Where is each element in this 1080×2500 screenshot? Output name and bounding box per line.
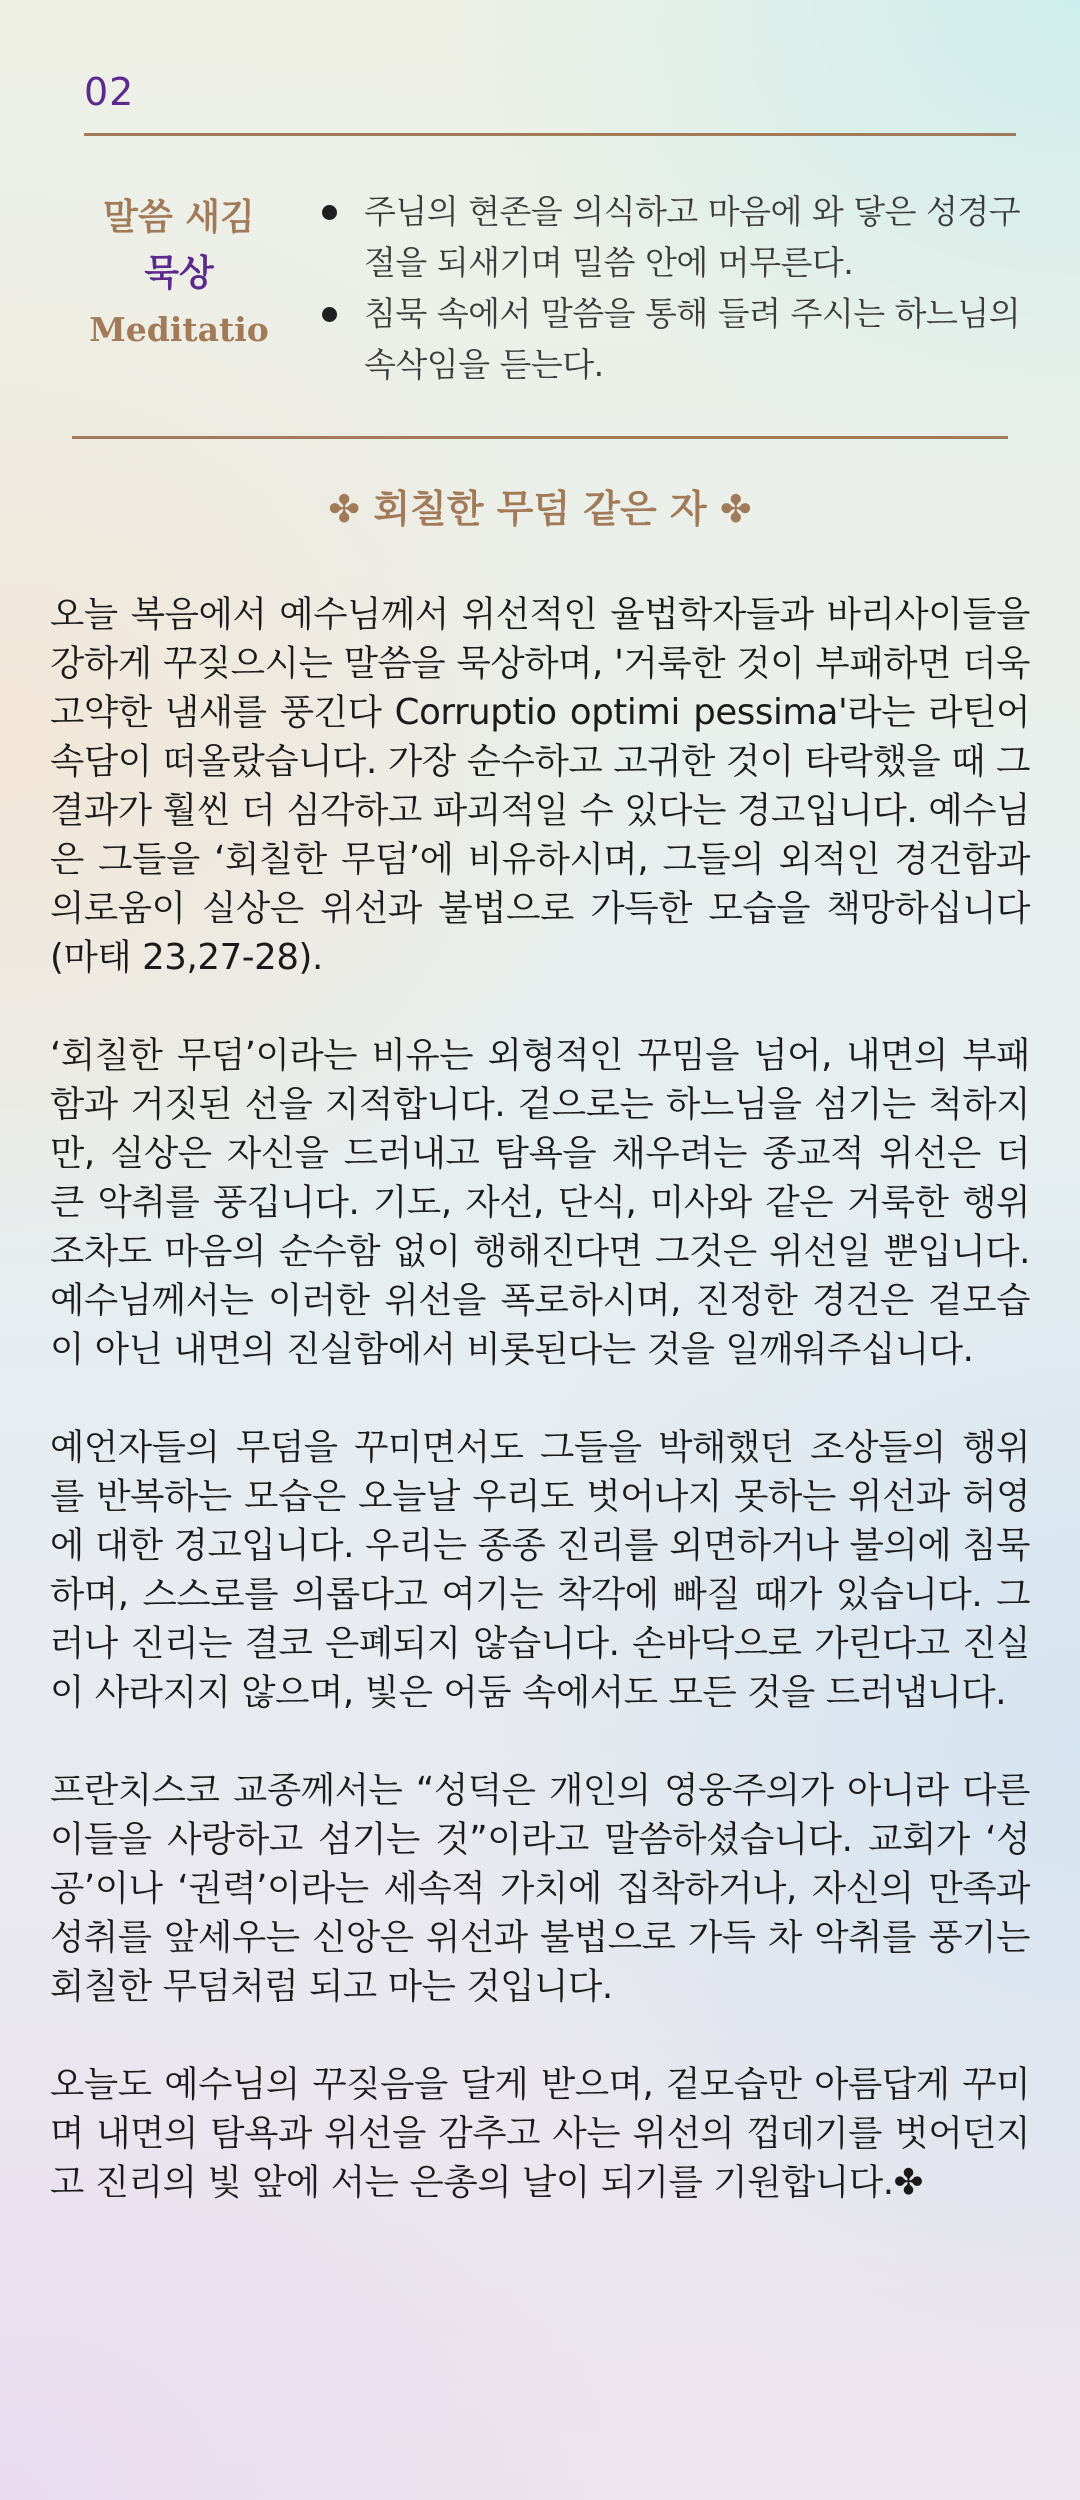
top-divider xyxy=(84,133,1016,136)
body-paragraph: ‘회칠한 무덤’이라는 비유는 외형적인 꾸밈을 넘어, 내면의 부패함과 거짓된 선을 지적합니다. 겉으로는 하느님을 섬기는 척하지만, 실상은 자신을 드러내고 탐욕을 채우려는 종교적 위선은 더 큰 악취를 풍깁니다. 기도, 자선, 단식, 미사와 같은 거룩한 행위조차도 마음의 순수함 없이 행해진다면 그것은 위선일 뿐입니다. 예수님께서는 이러한 위선을 폭로하시며, 진정한 경건은 겉모습이 아닌 내면의 진실함에서 비롯된다는 것을 일깨워주십니다. xyxy=(50,1035,1030,1370)
body-paragraph: 프란치스코 교종께서는 “성덕은 개인의 영웅주의가 아니라 다른 이들을 사랑하고 섬기는 것”이라고 말씀하셨습니다. 교회가 ‘성공’이나 ‘권력’이라는 세속적 가치에 집착하거나, 자신의 만족과 성취를 앞세우는 신앙은 위선과 불법으로 가득 차 악취를 풍기는 회칠한 무덤처럼 되고 마는 것입니다. xyxy=(50,1770,1030,2007)
label-line-3: Meditatio xyxy=(89,310,269,349)
instruction-item: 침묵 속에서 말씀을 통해 들려 주시는 하느님의 속삭임을 듣는다. xyxy=(318,288,1024,390)
body-paragraph: 오늘 복음에서 예수님께서 위선적인 율법학자들과 바리사이들을 강하게 꾸짖으시는 말씀을 묵상하며, '거룩한 것이 부패하면 더욱 고약한 냄새를 풍긴다 Corruptio optimi pessima'라는 라틴어 속담이 떠올랐습니다. 가장 순수하고 고귀한 것이 타락했을 때 그 결과가 훨씬 더 심각하고 파괴적일 수 있다는 경고입니다. 예수님은 그들을 ‘회칠한 무덤’에 비유하시며, 그들의 외적인 경건함과 의로움이 실상은 위선과 불법으로 가득한 모습을 책망하십니다(마태 23,27-28). xyxy=(50,594,1030,978)
middle-divider xyxy=(72,436,1008,439)
label-line-2: 묵상 xyxy=(144,253,214,294)
body-paragraph: 예언자들의 무덤을 꾸미면서도 그들을 박해했던 조상들의 행위를 반복하는 모습은 오늘날 우리도 벗어나지 못하는 위선과 허영에 대한 경고입니다. 우리는 종종 진리를 외면하거나 불의에 침묵하며, 스스로를 의롭다고 여기는 착각에 빠질 때가 있습니다. 그러나 진리는 결코 은폐되지 않습니다. 손바닥으로 가린다고 진실이 사라지지 않으며, 빛은 어둠 속에서도 모든 것을 드러냅니다. xyxy=(50,1427,1030,1713)
reflection-body xyxy=(50,590,1030,2256)
section-label xyxy=(84,190,274,358)
body-paragraph: 오늘도 예수님의 꾸짖음을 달게 받으며, 겉모습만 아름답게 꾸미며 내면의 탐욕과 위선을 감추고 사는 위선의 껍데기를 벗어던지고 진리의 빛 앞에 서는 은총의 날이 되기를 기원합니다.✤ xyxy=(50,2064,1030,2203)
instruction-list xyxy=(318,186,1024,390)
label-line-1: 말씀 새김 xyxy=(103,197,255,238)
instruction-item: 주님의 현존을 의식하고 마음에 와 닿은 성경구절을 되새기며 밀씀 안에 머무른다. xyxy=(318,186,1024,288)
reflection-title: ✤ 회칠한 무덤 같은 자 ✤ xyxy=(328,487,752,531)
page-number: 02 xyxy=(84,70,135,114)
